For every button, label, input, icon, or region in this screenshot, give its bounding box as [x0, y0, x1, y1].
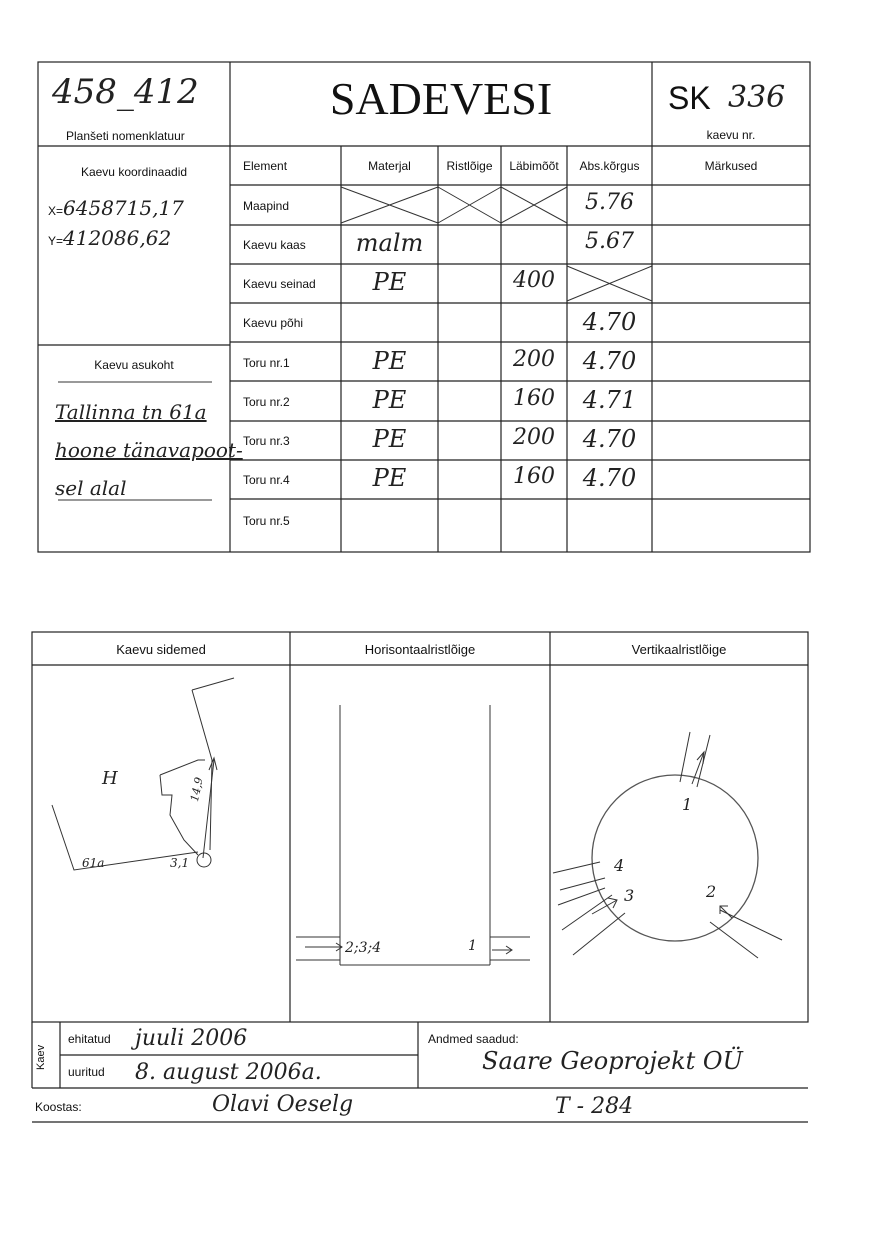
header-labimoot: Läbimõõt: [509, 159, 559, 173]
header-abs: Abs.kõrgus: [579, 159, 640, 173]
row-materjal: PE: [372, 425, 407, 453]
row-element: Toru nr.3: [243, 434, 290, 448]
location-label: Kaevu asukoht: [94, 358, 174, 372]
row-materjal: PE: [372, 347, 407, 375]
row-abs: 4.71: [582, 386, 637, 414]
location-line: sel alal: [55, 476, 127, 500]
sk-number: 336: [728, 80, 786, 115]
pipe-label-left: 2;3;4: [345, 940, 382, 956]
row-element: Toru nr.4: [243, 473, 290, 487]
row-labimoot: 160: [513, 464, 555, 489]
sk-prefix: SK: [668, 80, 711, 116]
pipe-label-right: 1: [468, 938, 477, 954]
header-ristloige: Ristlõige: [446, 159, 493, 173]
row-element: Maapind: [243, 199, 290, 213]
row-abs: 4.70: [582, 308, 637, 336]
row-abs: 5.76: [585, 190, 634, 215]
y-prefix: Y=: [48, 234, 64, 248]
row-abs: 4.70: [582, 347, 637, 375]
distance-label: 3,1: [170, 856, 190, 870]
row-element: Toru nr.2: [243, 395, 290, 409]
pipe-label-3: 3: [624, 886, 635, 905]
row-materjal: PE: [372, 268, 407, 296]
row-abs: 4.70: [582, 464, 637, 492]
sketch-header-horisontaal: Horisontaalristlõige: [364, 642, 476, 657]
row-materjal: malm: [355, 229, 424, 257]
sketch-header-vertikaal: Vertikaalristlõige: [631, 642, 727, 657]
pipe-label-2: 2: [706, 882, 717, 901]
row-element: Kaevu seinad: [243, 277, 316, 291]
header-materjal: Materjal: [368, 159, 411, 173]
sheet-label: Planšeti nomenklatuur: [66, 129, 185, 143]
koostas-label: Koostas:: [35, 1100, 82, 1114]
row-element: Kaevu kaas: [243, 238, 306, 252]
pipe-label-4: 4: [614, 856, 625, 875]
row-labimoot: 200: [513, 347, 555, 372]
uuritud-value: 8. august 2006a.: [135, 1060, 322, 1085]
row-element: Toru nr.5: [243, 514, 290, 528]
building-label: H: [102, 768, 118, 789]
row-element: Kaevu põhi: [243, 316, 304, 330]
koostas-value: Olavi Oeselg: [212, 1092, 354, 1117]
location-line: Tallinna tn 61a: [55, 400, 207, 424]
header-element: Element: [243, 159, 288, 173]
header-markused: Märkused: [704, 159, 758, 173]
uuritud-label: uuritud: [68, 1065, 105, 1079]
x-value: 6458715,17: [63, 196, 184, 220]
row-labimoot: 200: [513, 425, 555, 450]
location-line: hoone tänavapoot-: [55, 438, 243, 462]
coords-label: Kaevu koordinaadid: [80, 165, 188, 179]
row-abs: 4.70: [582, 425, 637, 453]
distance-label: 61a: [82, 856, 105, 870]
row-materjal: PE: [372, 464, 407, 492]
row-materjal: PE: [372, 386, 407, 414]
distance-label: 14,9: [188, 776, 206, 803]
row-element: Toru nr.1: [243, 356, 290, 370]
ehitatud-label: ehitatud: [68, 1032, 111, 1046]
row-labimoot: 400: [513, 268, 555, 293]
y-value: 412086,62: [63, 226, 172, 250]
sk-label: kaevu nr.: [706, 128, 756, 142]
row-abs: 5.67: [585, 229, 634, 254]
pipe-label-1: 1: [682, 795, 693, 814]
document-code: T - 284: [555, 1094, 634, 1119]
kaev-label: Kaev: [35, 1044, 47, 1070]
sheet-number: 458_412: [52, 72, 199, 112]
andmed-value: Saare Geoprojekt OÜ: [482, 1047, 743, 1075]
page-title: SADEVESI: [329, 73, 553, 124]
sketch-header-sidemed: Kaevu sidemed: [116, 642, 206, 657]
ehitatud-value: juuli 2006: [135, 1026, 248, 1051]
row-labimoot: 160: [513, 386, 555, 411]
andmed-label: Andmed saadud:: [428, 1032, 519, 1046]
x-prefix: X=: [48, 204, 64, 218]
